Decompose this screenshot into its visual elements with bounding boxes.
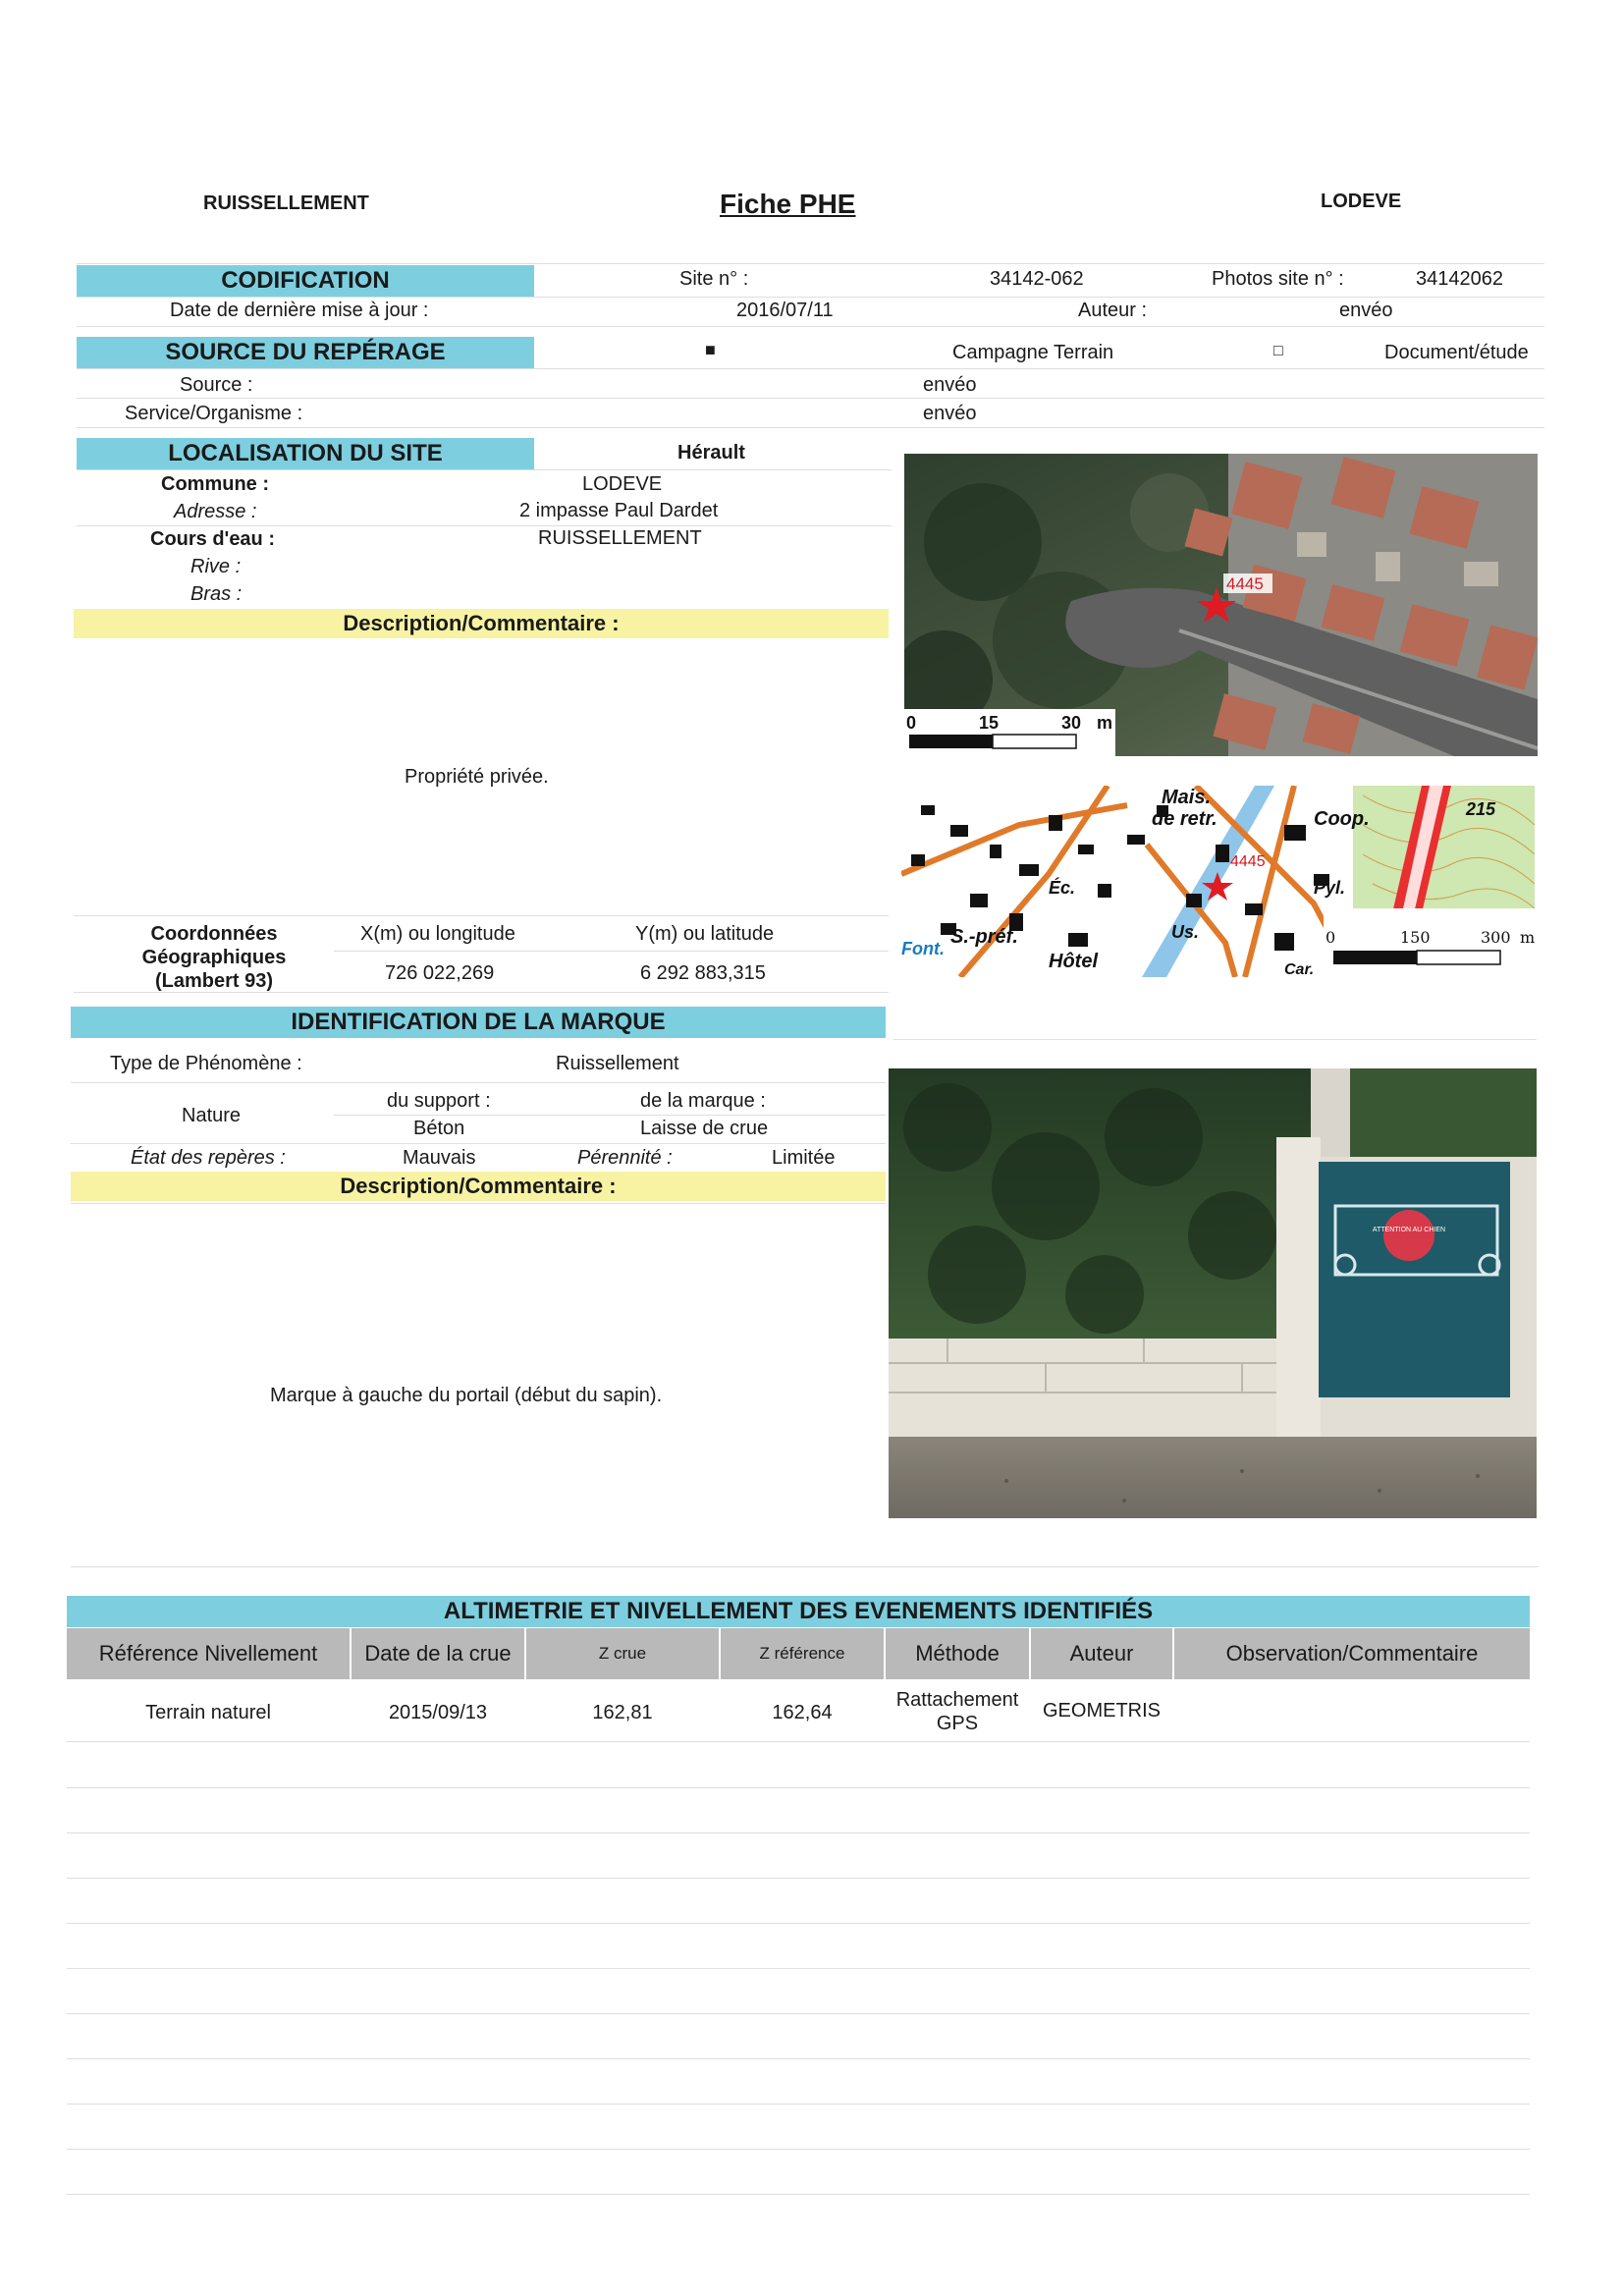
commune-label: Commune :: [161, 473, 269, 495]
date-value: 2016/07/11: [736, 300, 834, 321]
topo-label-215: 215: [1466, 799, 1496, 819]
date-label: Date de dernière mise à jour :: [170, 300, 429, 321]
identification-desc-value: Marque à gauche du portail (début du sapin).: [270, 1385, 663, 1406]
support-value: Béton: [413, 1118, 465, 1139]
col-methode: Méthode: [886, 1628, 1031, 1679]
topo-label-us: Us.: [1171, 922, 1200, 942]
x-value: 726 022,269: [385, 962, 495, 984]
header-commune: LODEVE: [1321, 191, 1402, 212]
dog-sign-text: ATTENTION AU CHIEN: [1372, 1227, 1446, 1233]
topo-label-ec: Éc.: [1049, 878, 1076, 898]
type-value: Ruissellement: [556, 1053, 679, 1074]
site-photo: [889, 1068, 1537, 1518]
campagne-label: Campagne Terrain: [952, 342, 1114, 363]
site-value: 34142-062: [990, 268, 1084, 290]
localisation-desc-value: Propriété privée.: [405, 766, 549, 788]
aerial-scale-30: 30: [1061, 713, 1082, 733]
topo-scale-unit: m: [1520, 928, 1535, 947]
identification-title: IDENTIFICATION DE LA MARQUE: [71, 1007, 886, 1038]
topo-label-retr: de retr.: [1152, 808, 1217, 830]
col-zcrue: Z crue: [526, 1628, 721, 1679]
col-auteur: Auteur: [1031, 1628, 1174, 1679]
cours-value: RUISSELLEMENT: [538, 527, 702, 549]
etat-value: Mauvais: [403, 1147, 476, 1169]
service-label: Service/Organisme :: [125, 403, 303, 424]
row-ref: Terrain naturel: [145, 1702, 271, 1723]
y-value: 6 292 883,315: [640, 962, 766, 984]
page-title: Fiche PHE: [720, 189, 856, 219]
localisation-title: LOCALISATION DU SITE: [77, 438, 534, 469]
document-label: Document/étude: [1384, 342, 1529, 363]
etat-label: État des repères :: [131, 1147, 286, 1169]
marque-label: de la marque :: [640, 1090, 766, 1112]
row-date: 2015/09/13: [388, 1702, 488, 1723]
coords-label-2: Géographiques: [141, 947, 287, 968]
topo-map: [901, 786, 1535, 977]
document-checkbox[interactable]: □: [1273, 343, 1283, 359]
rive-label: Rive :: [190, 556, 242, 577]
photos-label: Photos site n° :: [1212, 268, 1344, 290]
col-zref: Z référence: [721, 1628, 886, 1679]
y-label: Y(m) ou latitude: [635, 923, 775, 945]
row-zref: 162,64: [772, 1702, 833, 1723]
topo-label-spref: S.-préf.: [950, 926, 1018, 948]
adresse-value: 2 impasse Paul Dardet: [519, 500, 719, 521]
support-label: du support :: [387, 1090, 491, 1112]
identification-desc-title: Description/Commentaire :: [71, 1172, 886, 1201]
aerial-scale-15: 15: [979, 713, 1000, 733]
table-header: [67, 1628, 1530, 1679]
auteur-value: envéo: [1339, 300, 1393, 321]
coords-label-3: (Lambert 93): [154, 970, 274, 992]
codification-title: CODIFICATION: [77, 265, 534, 297]
site-label: Site n° :: [679, 268, 749, 290]
col-date: Date de la crue: [352, 1628, 526, 1679]
perennite-label: Pérennité :: [577, 1147, 673, 1169]
col-observation: Observation/Commentaire: [1225, 1641, 1479, 1666]
aerial-scale-unit: m: [1097, 713, 1113, 733]
topo-label-mais: Mais.: [1162, 787, 1212, 808]
row-auteur: GEOMETRIS: [1042, 1700, 1161, 1722]
localisation-desc-title: Description/Commentaire :: [74, 609, 889, 638]
coords-label-1: Coordonnées: [150, 923, 278, 945]
service-value: envéo: [923, 403, 977, 424]
auteur-label: Auteur :: [1078, 300, 1148, 321]
row-methode-1: Rattachement: [895, 1689, 1019, 1711]
topo-scale-150: 150: [1400, 928, 1431, 947]
topo-label-hotel: Hôtel: [1049, 951, 1098, 972]
commune-value: LODEVE: [582, 473, 663, 495]
bras-label: Bras :: [190, 583, 243, 605]
topo-label-car: Car.: [1284, 961, 1315, 977]
campagne-checkbox[interactable]: ■: [705, 340, 716, 359]
col-ref: Référence Nivellement: [67, 1628, 352, 1679]
source-label: Source :: [180, 374, 253, 396]
aerial-photo: [904, 454, 1538, 756]
cours-label: Cours d'eau :: [150, 528, 275, 550]
topo-label-pyl: Pyl.: [1314, 878, 1346, 898]
x-label: X(m) ou longitude: [360, 923, 515, 945]
topo-label-font: Font.: [901, 939, 945, 958]
source-title: SOURCE DU REPÉRAGE: [77, 337, 534, 368]
departement-value: Hérault: [677, 442, 745, 464]
header-phenomenon: RUISSELLEMENT: [203, 192, 369, 214]
topo-label-coop: Coop.: [1314, 808, 1370, 830]
marque-value: Laisse de crue: [640, 1118, 769, 1139]
nature-label: Nature: [182, 1105, 242, 1126]
row-methode-2: GPS: [936, 1713, 979, 1734]
row-zcrue: 162,81: [592, 1702, 653, 1723]
adresse-label: Adresse :: [174, 501, 257, 522]
aerial-scale-0: 0: [906, 713, 917, 733]
perennite-value: Limitée: [772, 1147, 836, 1169]
altimetrie-title: ALTIMETRIE ET NIVELLEMENT DES EVENEMENTS IDENTIFIÉS: [67, 1596, 1530, 1627]
topo-scale-300: 300: [1481, 928, 1511, 947]
topo-scale-0: 0: [1325, 928, 1336, 947]
source-value: envéo: [923, 374, 977, 396]
aerial-marker-label: 4445: [1226, 574, 1264, 593]
topo-marker-label: 4445: [1230, 853, 1266, 870]
photos-value: 34142062: [1416, 268, 1503, 290]
type-label: Type de Phénomène :: [110, 1053, 302, 1074]
